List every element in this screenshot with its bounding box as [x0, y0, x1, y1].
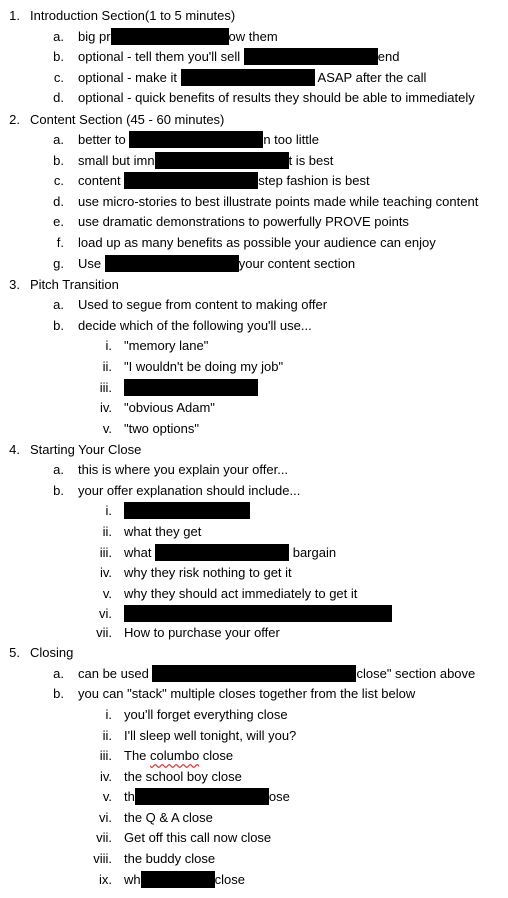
item-text: Use your content section	[78, 256, 356, 271]
redaction-bar	[124, 502, 250, 519]
item-text: use dramatic demonstrations to powerfully PROVE points	[78, 214, 409, 229]
item-text	[124, 604, 392, 624]
item-text: "memory lane"	[124, 338, 209, 353]
item-text: optional - tell them you'll sell end	[78, 49, 400, 64]
item-text: the Q & A close	[124, 810, 213, 825]
item-marker: iv.	[99, 565, 112, 580]
item-text: the buddy close	[124, 851, 216, 866]
item-marker: 3.	[9, 277, 20, 292]
redaction-bar	[155, 152, 289, 169]
item-marker: d.	[53, 90, 64, 105]
item-marker: c.	[53, 70, 64, 85]
redaction-bar	[111, 28, 229, 45]
item-marker: 4.	[9, 442, 20, 457]
item-marker: vii.	[96, 625, 112, 640]
section-heading-pitch-transition: Pitch Transition	[30, 277, 119, 292]
item-text: you'll forget everything close	[124, 707, 288, 722]
item-marker: iv.	[99, 769, 112, 784]
item-text: Get off this call now close	[124, 830, 272, 845]
item-marker: v.	[102, 421, 112, 436]
item-marker: 5.	[9, 645, 20, 660]
item-text: what bargain	[124, 545, 337, 560]
item-marker: ii.	[102, 359, 112, 374]
redaction-bar	[155, 544, 289, 561]
redaction-bar	[244, 48, 378, 65]
item-marker: iii.	[99, 545, 112, 560]
item-text: optional - make it ASAP after the call	[78, 70, 427, 85]
item-marker: iii.	[99, 380, 112, 395]
item-text: How to purchase your offer	[124, 625, 280, 640]
item-text: "I wouldn't be doing my job"	[124, 359, 284, 374]
item-marker: vii.	[96, 830, 112, 845]
item-marker: i.	[105, 338, 112, 353]
item-marker: ii.	[102, 524, 112, 539]
item-marker: b.	[53, 318, 64, 333]
item-text: the school boy close	[124, 769, 242, 784]
item-marker: b.	[53, 686, 64, 701]
item-text: why they should act immediately to get it	[124, 586, 358, 601]
redaction-bar	[124, 379, 258, 396]
item-text: small but imn t is best	[78, 153, 334, 168]
item-text: I'll sleep well tonight, will you?	[124, 728, 297, 743]
item-text: you can "stack" multiple closes together from the list below	[78, 686, 416, 701]
item-text: wh close	[124, 872, 245, 887]
item-marker: a.	[53, 132, 64, 147]
item-marker: vi.	[99, 810, 112, 825]
item-marker: iii.	[99, 748, 112, 763]
item-text: this is where you explain your offer...	[78, 462, 289, 477]
item-marker: a.	[53, 462, 64, 477]
item-marker: v.	[102, 789, 112, 804]
item-marker: i.	[105, 503, 112, 518]
item-marker: v.	[102, 586, 112, 601]
item-text: content step fashion is best	[78, 173, 370, 188]
item-text: th ose	[124, 789, 290, 804]
item-marker: f.	[56, 235, 64, 250]
item-text: "obvious Adam"	[124, 400, 215, 415]
item-marker: i.	[105, 707, 112, 722]
item-text: The columbo close	[124, 748, 234, 763]
item-text: use micro-stories to best illustrate points made while teaching content	[78, 194, 479, 209]
section-heading-closing: Closing	[30, 645, 74, 660]
redaction-bar	[152, 665, 356, 682]
redaction-bar	[129, 131, 263, 148]
item-text: decide which of the following you'll use...	[78, 318, 312, 333]
redaction-bar	[135, 788, 269, 805]
item-text: load up as many benefits as possible your audience can enjoy	[78, 235, 436, 250]
item-marker: a.	[53, 666, 64, 681]
item-text: your offer explanation should include...	[78, 483, 301, 498]
item-marker: a.	[53, 29, 64, 44]
item-marker: 2.	[9, 112, 20, 127]
item-text	[124, 378, 258, 398]
item-text: optional - quick benefits of results they should be able to immediately	[78, 90, 475, 105]
redaction-bar	[141, 871, 215, 888]
item-marker: ii.	[102, 728, 112, 743]
item-marker: viii.	[93, 851, 112, 866]
item-text: "two options"	[124, 421, 199, 436]
item-marker: e.	[53, 214, 64, 229]
spellcheck-word: columbo	[150, 748, 200, 763]
item-marker: b.	[53, 49, 64, 64]
item-marker: iv.	[99, 400, 112, 415]
redaction-bar	[124, 172, 258, 189]
item-marker: b.	[53, 153, 64, 168]
item-text: can be used close" section above	[78, 666, 476, 681]
item-marker: a.	[53, 297, 64, 312]
redaction-bar	[105, 255, 239, 272]
item-text: big pr ow them	[78, 29, 278, 44]
section-heading-introduction: Introduction Section(1 to 5 minutes)	[30, 8, 236, 23]
item-text	[124, 501, 250, 521]
section-heading-content: Content Section (45 - 60 minutes)	[30, 112, 225, 127]
item-marker: b.	[53, 483, 64, 498]
item-marker: 1.	[9, 8, 20, 23]
item-marker: ix.	[99, 872, 112, 887]
item-marker: c.	[53, 173, 64, 188]
item-text: Used to segue from content to making offer	[78, 297, 328, 312]
redaction-bar	[181, 69, 315, 86]
redaction-bar	[124, 605, 392, 622]
item-text: what they get	[124, 524, 202, 539]
item-marker: g.	[53, 256, 64, 271]
item-marker: vi.	[99, 606, 112, 621]
item-marker: d.	[53, 194, 64, 209]
item-text: why they risk nothing to get it	[124, 565, 292, 580]
section-heading-starting-close: Starting Your Close	[30, 442, 142, 457]
item-text: better to n too little	[78, 132, 319, 147]
